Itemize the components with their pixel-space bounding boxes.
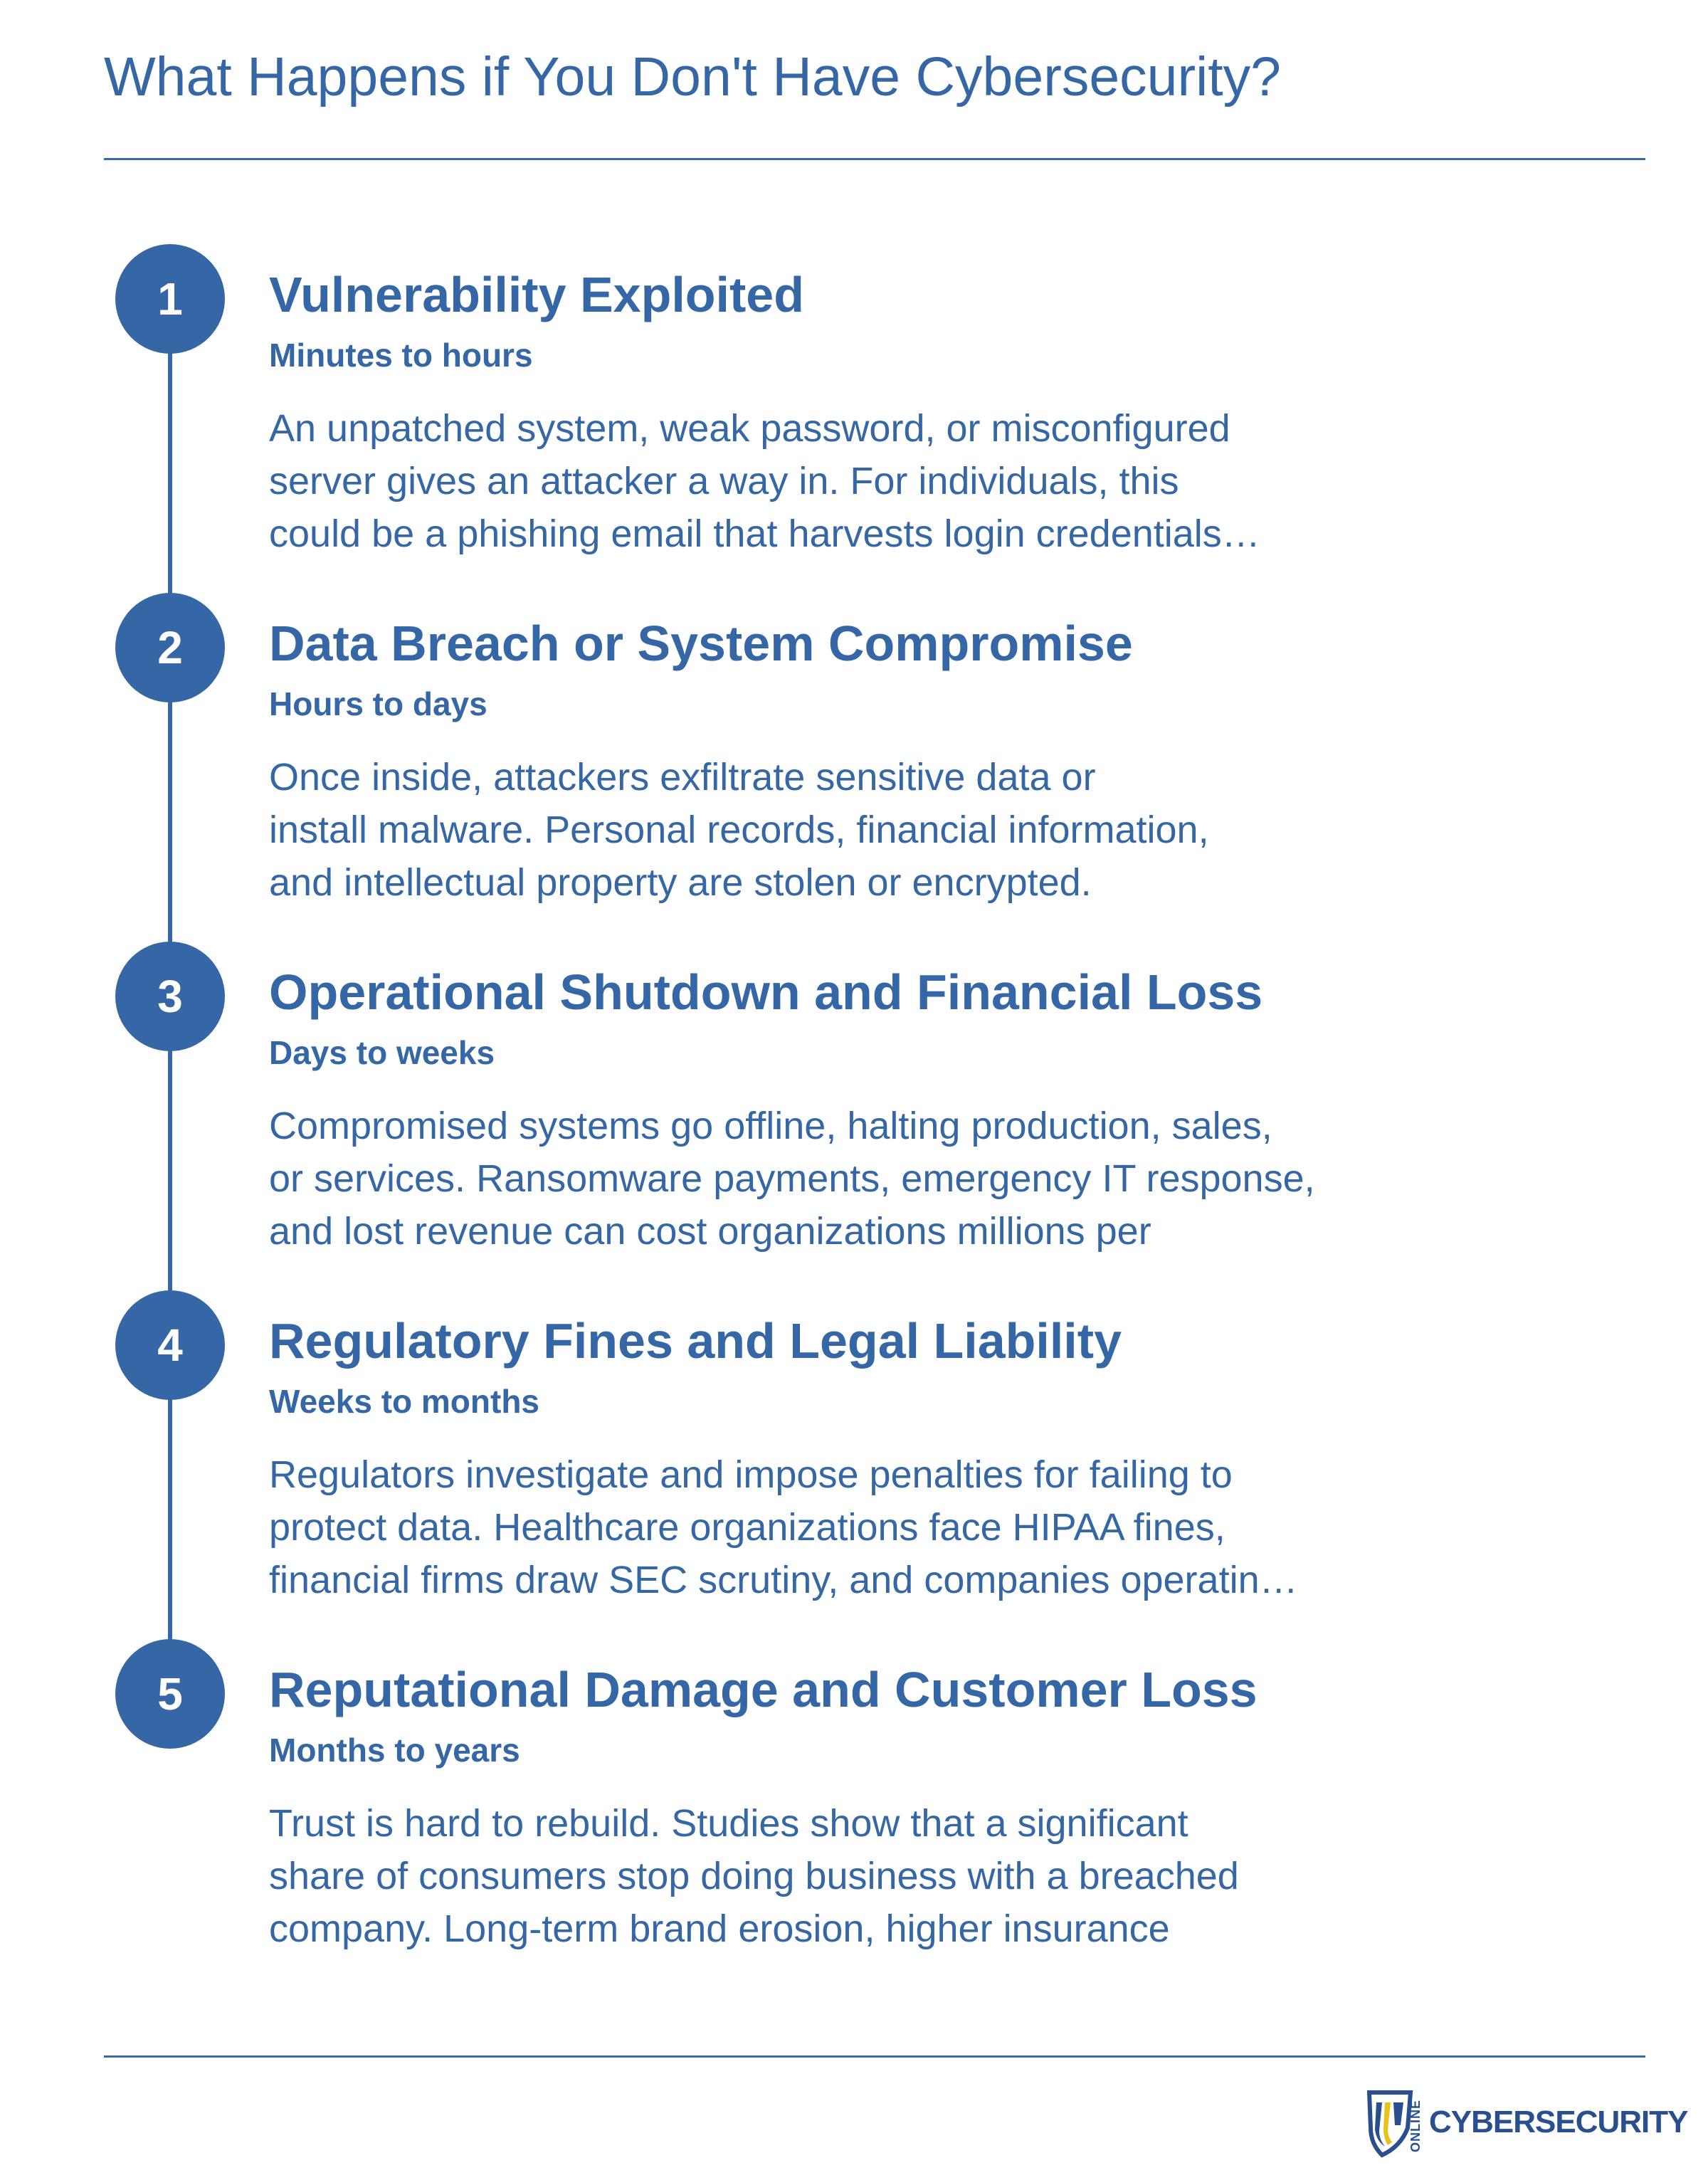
timeline-step bbox=[0, 1290, 1708, 1604]
step-description-line: and intellectual property are stolen or encrypted. bbox=[269, 861, 1092, 904]
step-duration: Months to years bbox=[269, 1732, 520, 1769]
timeline-step bbox=[0, 244, 1708, 557]
step-description-line: An unpatched system, weak password, or misconfigured bbox=[269, 407, 1230, 450]
step-description-line: share of consumers stop doing business with a breached bbox=[269, 1855, 1239, 1897]
step-description bbox=[269, 1448, 1436, 1606]
step-description-line: and lost revenue can cost organizations millions per bbox=[269, 1210, 1151, 1253]
step-description-line: Regulators investigate and impose penalties for failing to bbox=[269, 1453, 1233, 1496]
step-number-badge: 2 bbox=[115, 593, 225, 702]
brand-logo bbox=[1364, 2087, 1688, 2165]
step-number-badge: 4 bbox=[115, 1290, 225, 1400]
page-title: What Happens if You Don't Have Cybersecurity? bbox=[104, 46, 1281, 107]
step-description-line: company. Long-term brand erosion, higher insurance bbox=[269, 1907, 1170, 1950]
step-description bbox=[269, 402, 1436, 560]
logo-wordmark: CYBERSECURITY bbox=[1429, 2105, 1688, 2139]
step-title: Vulnerability Exploited bbox=[269, 267, 804, 322]
step-duration: Minutes to hours bbox=[269, 337, 533, 374]
step-description-line: install malware. Personal records, financial information, bbox=[269, 809, 1209, 851]
step-description-line: financial firms draw SEC scrutiny, and companies operatin… bbox=[269, 1559, 1298, 1601]
timeline-step bbox=[0, 593, 1708, 906]
step-number-badge: 1 bbox=[115, 244, 225, 354]
footer-divider bbox=[104, 2055, 1645, 2058]
timeline-step bbox=[0, 942, 1708, 1255]
step-description-line: Once inside, attackers exfiltrate sensitive data or bbox=[269, 756, 1096, 799]
timeline-step bbox=[0, 1639, 1708, 1952]
step-description bbox=[269, 751, 1436, 909]
step-description-line: Compromised systems go offline, halting production, sales, bbox=[269, 1105, 1272, 1147]
step-title: Reputational Damage and Customer Loss bbox=[269, 1662, 1258, 1717]
step-title: Regulatory Fines and Legal Liability bbox=[269, 1313, 1122, 1369]
step-number-badge: 5 bbox=[115, 1639, 225, 1749]
step-duration: Hours to days bbox=[269, 685, 487, 722]
step-description-line: server gives an attacker a way in. For individuals, this bbox=[269, 460, 1179, 502]
step-description bbox=[269, 1797, 1436, 1955]
step-duration: Days to weeks bbox=[269, 1034, 495, 1071]
header-divider bbox=[104, 158, 1645, 160]
step-title: Operational Shutdown and Financial Loss bbox=[269, 964, 1263, 1020]
step-description bbox=[269, 1100, 1436, 1258]
step-description-line: Trust is hard to rebuild. Studies show that a significant bbox=[269, 1802, 1188, 1845]
step-title: Data Breach or System Compromise bbox=[269, 616, 1133, 671]
step-description-line: or services. Ransomware payments, emergency IT response, bbox=[269, 1157, 1315, 1200]
step-description-line: could be a phishing email that harvests login credentials… bbox=[269, 512, 1260, 555]
step-description-line: protect data. Healthcare organizations face HIPAA fines, bbox=[269, 1506, 1225, 1549]
step-number-badge: 3 bbox=[115, 942, 225, 1051]
logo-tagline: ONLINE bbox=[1408, 2100, 1423, 2153]
step-duration: Weeks to months bbox=[269, 1383, 539, 1420]
